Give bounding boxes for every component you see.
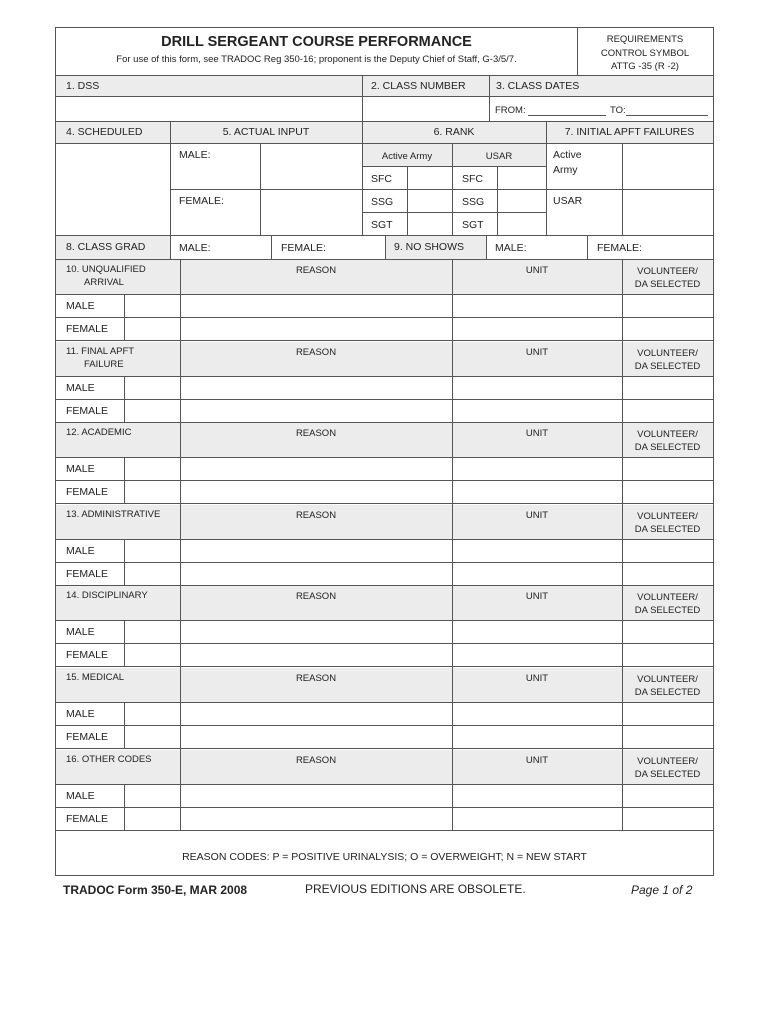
- rank-ssg-active: SSG: [371, 196, 394, 208]
- section-16-female-reason-field[interactable]: [181, 808, 452, 830]
- section-16-volunteer-header-2: DA SELECTED: [634, 769, 701, 780]
- from-date-field[interactable]: [528, 115, 606, 116]
- reason-codes: REASON CODES: P = POSITIVE URINALYSIS; O = OVERWEIGHT; N = NEW START: [182, 851, 587, 863]
- section-13-female-unit-field[interactable]: [453, 563, 622, 585]
- apft-active-field[interactable]: [623, 144, 713, 189]
- page-number: Page 1 of 2: [631, 883, 693, 897]
- section-14-volunteer-header-1: VOLUNTEER/: [637, 592, 698, 603]
- section-12-reason-header: REASON: [295, 428, 337, 439]
- section-10-title-line-2: ARRIVAL: [84, 277, 124, 288]
- section-16-male-count-field[interactable]: [125, 785, 180, 807]
- section-14-female-volunteer-field[interactable]: [623, 644, 713, 666]
- class-number-field[interactable]: [363, 97, 489, 121]
- section-13-title-line-1: 13. ADMINISTRATIVE: [66, 509, 161, 520]
- section-15-male-label: MALE: [66, 708, 95, 720]
- section-12-female-reason-field[interactable]: [181, 481, 452, 503]
- usar-rank-label: USAR: [485, 151, 513, 162]
- section-13-volunteer-header-1: VOLUNTEER/: [637, 511, 698, 522]
- section-10-male-unit-field[interactable]: [453, 295, 622, 317]
- section-15-unit-header: UNIT: [525, 673, 549, 684]
- section-11-female-volunteer-field[interactable]: [623, 400, 713, 422]
- section-12-male-volunteer-field[interactable]: [623, 458, 713, 480]
- section-13-male-reason-field[interactable]: [181, 540, 452, 562]
- actual-male-field[interactable]: [261, 144, 362, 189]
- form-id: TRADOC Form 350-E, MAR 2008: [63, 883, 248, 897]
- section-10-male-count-field[interactable]: [125, 295, 180, 317]
- section-15-male-volunteer-field[interactable]: [623, 703, 713, 725]
- section-13-reason-header: REASON: [295, 510, 337, 521]
- section-14-male-volunteer-field[interactable]: [623, 621, 713, 643]
- section-14-male-unit-field[interactable]: [453, 621, 622, 643]
- no-shows-male-field[interactable]: [531, 236, 587, 259]
- section-16-unit-header: UNIT: [525, 755, 549, 766]
- actual-female-label: FEMALE:: [179, 195, 224, 207]
- apft-usar-label: USAR: [553, 195, 583, 207]
- section-15-title-line-1: 15. MEDICAL: [66, 672, 125, 683]
- section-14-title-line-1: 14. DISCIPLINARY: [66, 590, 148, 601]
- section-16-female-label: FEMALE: [66, 813, 109, 825]
- control-symbol-value: ATTG -35 (R -2): [611, 61, 679, 72]
- section-13-male-label: MALE: [66, 545, 95, 557]
- section-14-volunteer-header-2: DA SELECTED: [634, 605, 701, 616]
- no-shows-female-label: FEMALE:: [597, 242, 642, 254]
- grad-female-label: FEMALE:: [281, 242, 326, 254]
- requirements-label: REQUIREMENTS: [606, 34, 684, 45]
- section-11-male-volunteer-field[interactable]: [623, 377, 713, 399]
- initial-apft-failures-label: 7. INITIAL APFT FAILURES: [564, 126, 695, 138]
- section-13-female-count-field[interactable]: [125, 563, 180, 585]
- rank-sgt-usar: SGT: [462, 219, 484, 231]
- section-12-volunteer-header-1: VOLUNTEER/: [637, 429, 698, 440]
- section-11-male-label: MALE: [66, 382, 95, 394]
- section-13-volunteer-header-2: DA SELECTED: [634, 524, 701, 535]
- section-10-female-reason-field[interactable]: [181, 318, 452, 340]
- to-date-field[interactable]: [626, 115, 708, 116]
- class-number-label: 2. CLASS NUMBER: [371, 80, 466, 92]
- section-16-female-unit-field[interactable]: [453, 808, 622, 830]
- apft-active-label-1: Active: [553, 149, 582, 161]
- section-12-female-volunteer-field[interactable]: [623, 481, 713, 503]
- section-10-unit-header: UNIT: [525, 265, 549, 276]
- section-16-male-unit-field[interactable]: [453, 785, 622, 807]
- section-13-male-unit-field[interactable]: [453, 540, 622, 562]
- section-11-male-unit-field[interactable]: [453, 377, 622, 399]
- section-11-reason-header: REASON: [295, 347, 337, 358]
- section-10-title-line-1: 10. UNQUALIFIED: [66, 264, 146, 275]
- section-14-female-count-field[interactable]: [125, 644, 180, 666]
- section-14-male-reason-field[interactable]: [181, 621, 452, 643]
- section-14-female-unit-field[interactable]: [453, 644, 622, 666]
- actual-input-label: 5. ACTUAL INPUT: [222, 126, 310, 138]
- obsolete-notice: PREVIOUS EDITIONS ARE OBSOLETE.: [305, 882, 526, 896]
- section-11-volunteer-header-1: VOLUNTEER/: [637, 348, 698, 359]
- section-12-female-count-field[interactable]: [125, 481, 180, 503]
- section-14-unit-header: UNIT: [525, 591, 549, 602]
- section-12-male-unit-field[interactable]: [453, 458, 622, 480]
- to-label: TO:: [610, 105, 626, 116]
- grad-male-field[interactable]: [216, 236, 271, 259]
- section-11-male-count-field[interactable]: [125, 377, 180, 399]
- section-13-female-reason-field[interactable]: [181, 563, 452, 585]
- section-10-volunteer-header-2: DA SELECTED: [634, 279, 701, 290]
- rank-sfc-active: SFC: [371, 173, 392, 185]
- section-15-volunteer-header-2: DA SELECTED: [634, 687, 701, 698]
- section-14-reason-header: REASON: [295, 591, 337, 602]
- scheduled-label: 4. SCHEDULED: [66, 126, 143, 138]
- section-10-reason-header: REASON: [295, 265, 337, 276]
- rank-ssg-usar-field[interactable]: [498, 190, 546, 212]
- apft-usar-field[interactable]: [623, 190, 713, 235]
- section-13-female-label: FEMALE: [66, 568, 109, 580]
- section-15-female-reason-field[interactable]: [181, 726, 452, 748]
- control-symbol-label: CONTROL SYMBOL: [600, 48, 690, 59]
- section-15-female-unit-field[interactable]: [453, 726, 622, 748]
- class-grad-label: 8. CLASS GRAD: [66, 241, 146, 253]
- section-12-female-label: FEMALE: [66, 486, 109, 498]
- section-15-female-label: FEMALE: [66, 731, 109, 743]
- section-10-female-label: FEMALE: [66, 323, 109, 335]
- form-subtitle: For use of this form, see TRADOC Reg 350-16; proponent is the Deputy Chief of Staff, G-3/5/7.: [116, 54, 517, 65]
- section-12-unit-header: UNIT: [525, 428, 549, 439]
- rank-label: 6. RANK: [433, 126, 475, 138]
- section-11-female-unit-field[interactable]: [453, 400, 622, 422]
- section-12-title-line-1: 12. ACADEMIC: [66, 427, 132, 438]
- section-10-female-volunteer-field[interactable]: [623, 318, 713, 340]
- section-15-volunteer-header-1: VOLUNTEER/: [637, 674, 698, 685]
- section-13-male-count-field[interactable]: [125, 540, 180, 562]
- actual-female-field[interactable]: [261, 190, 362, 235]
- section-12-male-reason-field[interactable]: [181, 458, 452, 480]
- dss-label: 1. DSS: [66, 80, 100, 92]
- section-10-female-count-field[interactable]: [125, 318, 180, 340]
- section-11-title-line-1: 11. FINAL APFT: [66, 346, 135, 357]
- section-12-male-count-field[interactable]: [125, 458, 180, 480]
- section-10-volunteer-header-1: VOLUNTEER/: [637, 266, 698, 277]
- section-11-title-line-2: FAILURE: [84, 359, 124, 370]
- section-10-male-volunteer-field[interactable]: [623, 295, 713, 317]
- class-dates-label: 3. CLASS DATES: [496, 80, 580, 92]
- section-16-male-volunteer-field[interactable]: [623, 785, 713, 807]
- section-14-male-label: MALE: [66, 626, 95, 638]
- from-label: FROM:: [495, 105, 526, 116]
- apft-active-label-2: Army: [553, 164, 578, 176]
- section-15-male-unit-field[interactable]: [453, 703, 622, 725]
- section-14-male-count-field[interactable]: [125, 621, 180, 643]
- section-16-reason-header: REASON: [295, 755, 337, 766]
- section-10-female-unit-field[interactable]: [453, 318, 622, 340]
- rank-ssg-active-field[interactable]: [408, 190, 452, 212]
- section-16-volunteer-header-1: VOLUNTEER/: [637, 756, 698, 767]
- section-12-volunteer-header-2: DA SELECTED: [634, 442, 701, 453]
- actual-male-label: MALE:: [179, 149, 211, 161]
- rank-sfc-usar: SFC: [462, 173, 483, 185]
- section-15-female-volunteer-field[interactable]: [623, 726, 713, 748]
- section-13-female-volunteer-field[interactable]: [623, 563, 713, 585]
- section-15-male-count-field[interactable]: [125, 703, 180, 725]
- section-11-female-reason-field[interactable]: [181, 400, 452, 422]
- dss-field[interactable]: [56, 97, 362, 121]
- section-14-female-reason-field[interactable]: [181, 644, 452, 666]
- section-11-female-count-field[interactable]: [125, 400, 180, 422]
- section-16-title-line-1: 16. OTHER CODES: [66, 754, 152, 765]
- rank-sgt-active-field[interactable]: [408, 213, 452, 235]
- section-13-unit-header: UNIT: [525, 510, 549, 521]
- section-15-male-reason-field[interactable]: [181, 703, 452, 725]
- rank-ssg-usar: SSG: [462, 196, 485, 208]
- rank-sfc-active-field[interactable]: [408, 167, 452, 189]
- section-13-male-volunteer-field[interactable]: [623, 540, 713, 562]
- active-army-label: Active Army: [381, 151, 433, 162]
- scheduled-field[interactable]: [56, 144, 170, 235]
- section-11-unit-header: UNIT: [525, 347, 549, 358]
- section-15-female-count-field[interactable]: [125, 726, 180, 748]
- section-11-male-reason-field[interactable]: [181, 377, 452, 399]
- section-12-female-unit-field[interactable]: [453, 481, 622, 503]
- section-11-female-label: FEMALE: [66, 405, 109, 417]
- section-10-male-reason-field[interactable]: [181, 295, 452, 317]
- rank-sfc-usar-field[interactable]: [498, 167, 546, 189]
- rank-sgt-active: SGT: [371, 219, 393, 231]
- grad-male-label: MALE:: [179, 242, 211, 254]
- section-16-female-volunteer-field[interactable]: [623, 808, 713, 830]
- no-shows-label: 9. NO SHOWS: [394, 241, 465, 253]
- section-16-male-label: MALE: [66, 790, 95, 802]
- grad-female-field[interactable]: [331, 236, 385, 259]
- no-shows-male-label: MALE:: [495, 242, 527, 254]
- no-shows-female-field[interactable]: [646, 236, 713, 259]
- section-14-female-label: FEMALE: [66, 649, 109, 661]
- section-16-female-count-field[interactable]: [125, 808, 180, 830]
- section-16-male-reason-field[interactable]: [181, 785, 452, 807]
- section-10-male-label: MALE: [66, 300, 95, 312]
- section-15-reason-header: REASON: [295, 673, 337, 684]
- drill-sergeant-course-performance-form: [55, 27, 714, 876]
- rank-sgt-usar-field[interactable]: [498, 213, 546, 235]
- section-12-male-label: MALE: [66, 463, 95, 475]
- form-title: DRILL SERGEANT COURSE PERFORMANCE: [161, 34, 472, 50]
- section-11-volunteer-header-2: DA SELECTED: [634, 361, 701, 372]
